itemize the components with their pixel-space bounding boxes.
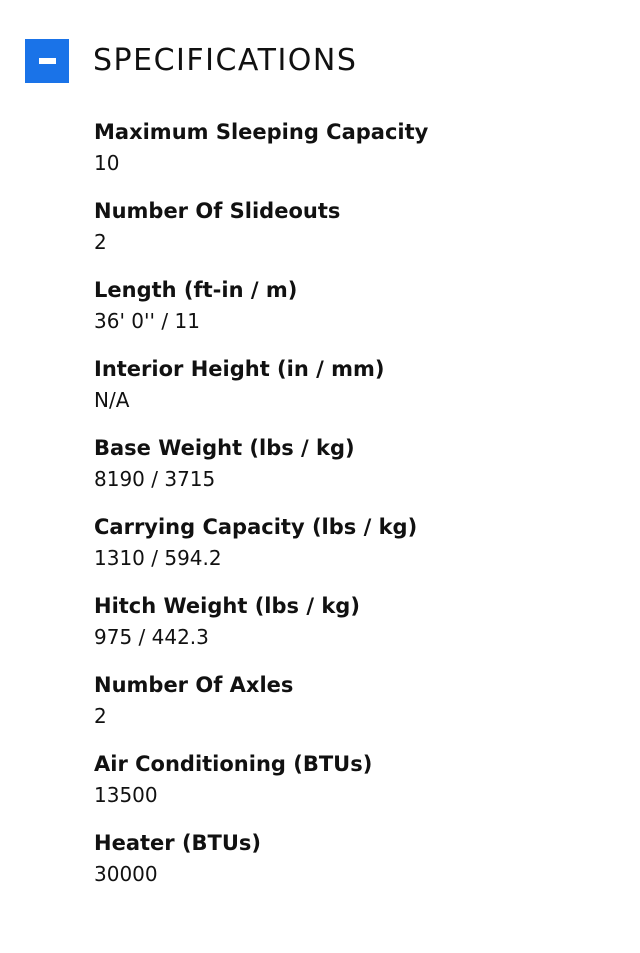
spec-label: Heater (BTUs) bbox=[94, 831, 262, 855]
spec-label: Number Of Axles bbox=[94, 673, 294, 697]
spec-value: 30000 bbox=[94, 862, 158, 886]
spec-label: Carrying Capacity (lbs / kg) bbox=[94, 515, 418, 539]
spec-item-air-conditioning bbox=[94, 749, 614, 828]
specifications-header bbox=[25, 39, 357, 83]
spec-label: Base Weight (lbs / kg) bbox=[94, 436, 355, 460]
spec-value: 10 bbox=[94, 151, 120, 175]
spec-item-length bbox=[94, 275, 614, 354]
spec-value: 13500 bbox=[94, 783, 158, 807]
spec-item-carrying-capacity bbox=[94, 512, 614, 591]
spec-value: 975 / 442.3 bbox=[94, 625, 209, 649]
spec-value: 36' 0'' / 11 bbox=[94, 309, 200, 333]
spec-label: Hitch Weight (lbs / kg) bbox=[94, 594, 360, 618]
spec-item-base-weight bbox=[94, 433, 614, 512]
spec-value: N/A bbox=[94, 388, 130, 412]
spec-label: Number Of Slideouts bbox=[94, 199, 341, 223]
spec-item-interior-height bbox=[94, 354, 614, 433]
spec-item-slideouts bbox=[94, 196, 614, 275]
spec-item-hitch-weight bbox=[94, 591, 614, 670]
spec-label: Length (ft-in / m) bbox=[94, 278, 298, 302]
minus-icon bbox=[39, 58, 56, 64]
spec-value: 2 bbox=[94, 704, 107, 728]
spec-label: Interior Height (in / mm) bbox=[94, 357, 385, 381]
spec-label: Air Conditioning (BTUs) bbox=[94, 752, 373, 776]
section-title: SPECIFICATIONS bbox=[93, 43, 358, 78]
collapse-button[interactable] bbox=[25, 39, 69, 83]
spec-list bbox=[94, 117, 614, 907]
spec-item-sleeping-capacity bbox=[94, 117, 614, 196]
spec-value: 2 bbox=[94, 230, 107, 254]
spec-value: 1310 / 594.2 bbox=[94, 546, 222, 570]
spec-value: 8190 / 3715 bbox=[94, 467, 216, 491]
spec-item-axles bbox=[94, 670, 614, 749]
spec-item-heater bbox=[94, 828, 614, 907]
spec-label: Maximum Sleeping Capacity bbox=[94, 120, 429, 144]
